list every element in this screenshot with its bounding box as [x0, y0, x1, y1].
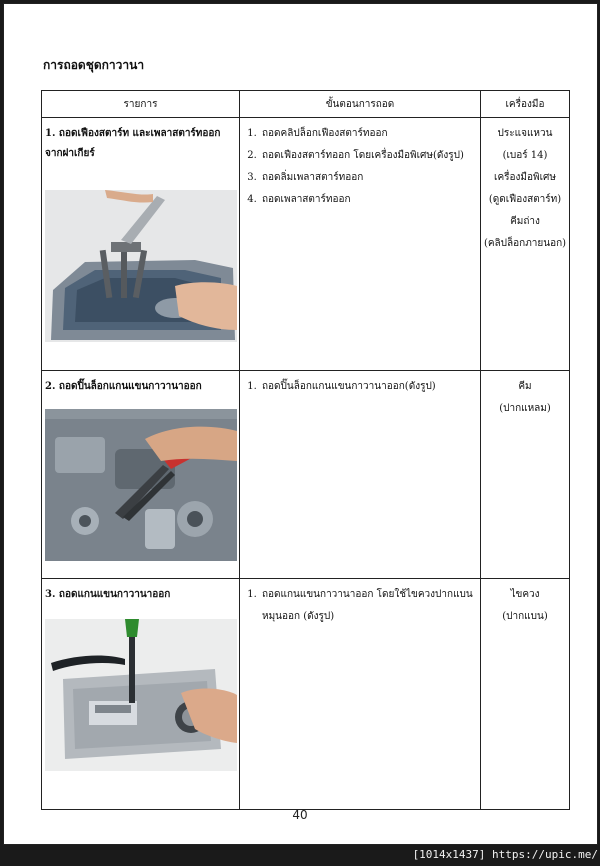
screwdriver-shaft-photo — [45, 619, 237, 771]
item-label: 1. ถอดเฟืองสตาร์ท และเพลาสตาร์ทออก จากฝาเกียร์ — [45, 128, 221, 159]
starter-gear-puller-photo — [45, 190, 237, 342]
table-row — [42, 118, 570, 371]
steps-list — [240, 371, 480, 398]
item-cell — [42, 371, 240, 579]
item-cell — [42, 118, 240, 371]
table-row — [42, 371, 570, 579]
item-label: 2. ถอดปิ๊นล็อกแกนแขนกาวานาออก — [45, 381, 202, 392]
header-steps: ขั้นตอนการถอด — [240, 91, 481, 118]
steps-cell — [240, 118, 481, 371]
item-cell — [42, 579, 240, 810]
tool-text: คีมถ่าง — [510, 216, 540, 227]
procedure-table — [41, 90, 570, 810]
header-item: รายการ — [42, 91, 240, 118]
tool-text: เครื่องมือพิเศษ — [494, 172, 556, 183]
watermark-banner: [1014x1437] https://upic.me/ — [412, 848, 598, 861]
document-page — [3, 3, 598, 845]
page-number: 40 — [292, 808, 308, 822]
steps-list — [240, 118, 480, 211]
table-row — [42, 579, 570, 810]
steps-list — [240, 579, 480, 628]
tools-cell — [481, 118, 570, 371]
tools-cell — [481, 371, 570, 579]
tool-text: ประแจแหวน — [497, 128, 553, 139]
tool-text: (เบอร์ 14) — [502, 150, 548, 161]
steps-cell — [240, 579, 481, 810]
header-tools: เครื่องมือ — [481, 91, 570, 118]
tool-text: (ดูดเฟืองสตาร์ท) — [488, 194, 562, 205]
tool-text: (คลิปล็อกภายนอก) — [483, 238, 567, 249]
step-item: 3. ถอดลิ่มเพลาสตาร์ทออก — [260, 167, 476, 189]
tool-text: (ปากแหลม) — [499, 403, 551, 414]
step-item: 1. ถอดปิ๊นล็อกแกนแขนกาวานาออก(ดังรูป) — [260, 376, 476, 398]
tool-text: (ปากแบน) — [502, 611, 548, 622]
tool-text: ไขควง — [510, 589, 540, 600]
lock-pin-pliers-photo — [45, 409, 237, 561]
item-label: 3. ถอดแกนแขนกาวานาออก — [45, 589, 171, 600]
step-item: 2. ถอดเฟืองสตาร์ทออก โดยเครื่องมือพิเศษ(ดังรูป) — [260, 145, 476, 167]
tools-cell — [481, 579, 570, 810]
page-title: การถอดชุดกาวานา — [43, 58, 145, 72]
table-header-row — [42, 91, 570, 118]
tool-text: คีม — [518, 381, 532, 392]
step-item: 4. ถอดเพลาสตาร์ทออก — [260, 189, 476, 211]
steps-cell — [240, 371, 481, 579]
step-item: 1. ถอดแกนแขนกาวานาออก โดยใช้ไขควงปากแบน หมุนออก (ดังรูป) — [260, 584, 476, 628]
step-item: 1. ถอดคลิปล็อกเฟืองสตาร์ทออก — [260, 123, 476, 145]
